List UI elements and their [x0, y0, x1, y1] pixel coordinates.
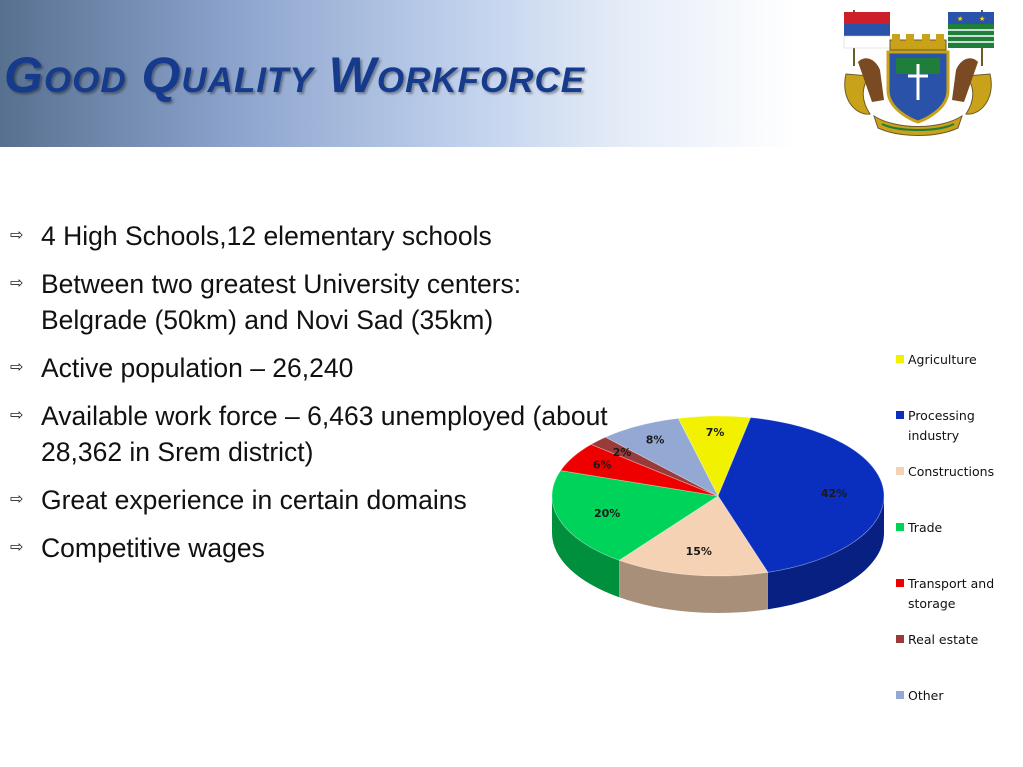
legend-label: Processing industry	[908, 408, 975, 443]
legend-swatch	[896, 691, 904, 699]
legend-swatch	[896, 411, 904, 419]
chart-legend	[895, 350, 1023, 720]
legend-swatch	[896, 355, 904, 363]
legend-label: Constructions	[908, 464, 995, 479]
arrow-right-icon: ⇨	[10, 275, 24, 292]
pie-data-label-processing-industry: 42%	[820, 487, 848, 501]
bullet-item	[10, 482, 620, 518]
pie-chart	[545, 400, 895, 650]
slide-title: Good Quality Workforce	[4, 47, 586, 103]
bullet-item	[10, 350, 620, 386]
legend-label: Transport and storage	[908, 576, 995, 611]
coat-of-arms-icon	[836, 4, 1000, 142]
arrow-right-icon: ⇨	[10, 359, 24, 376]
bullet-text: Competitive wages	[41, 533, 265, 563]
arrow-right-icon: ⇨	[10, 227, 24, 244]
pie-data-label-transport-and-storage: 6%	[592, 458, 612, 472]
arrow-right-icon: ⇨	[10, 539, 24, 556]
bullet-text: 4 High Schools,12 elementary schools	[41, 221, 492, 251]
legend-swatch	[896, 635, 904, 643]
flag-left	[844, 10, 890, 66]
bullet-text: Available work force – 6,463 unemployed (about 28,362 in Srem district)	[41, 401, 608, 467]
bullet-item	[10, 398, 620, 470]
bullet-text: Active population – 26,240	[41, 353, 354, 383]
arrow-right-icon: ⇨	[10, 407, 24, 424]
pie-data-label-agriculture: 7%	[705, 426, 725, 440]
bullet-item	[10, 218, 620, 254]
flag-right	[948, 10, 994, 66]
bullet-item	[10, 266, 620, 338]
legend-label: Other	[908, 688, 944, 703]
pie-data-label-real-estate: 2%	[612, 445, 632, 459]
bullet-text: Great experience in certain domains	[41, 485, 467, 515]
svg-text:★: ★	[957, 15, 964, 23]
bullet-item	[10, 530, 620, 566]
bullet-list	[10, 218, 620, 578]
svg-text:★: ★	[979, 15, 986, 23]
legend-swatch	[896, 467, 904, 475]
legend-label: Trade	[908, 520, 943, 535]
bullet-text: Between two greatest University centers: Belgrade (50km) and Novi Sad (35km)	[41, 269, 522, 335]
legend-label: Agriculture	[908, 352, 977, 367]
pie-data-label-trade: 20%	[593, 506, 621, 520]
pie-data-label-other: 8%	[645, 433, 665, 447]
arrow-right-icon: ⇨	[10, 491, 24, 508]
legend-label: Real estate	[908, 632, 979, 647]
legend-swatch	[896, 579, 904, 587]
legend-swatch	[896, 523, 904, 531]
pie-data-label-constructions: 15%	[685, 545, 712, 559]
header-banner	[0, 0, 1023, 147]
